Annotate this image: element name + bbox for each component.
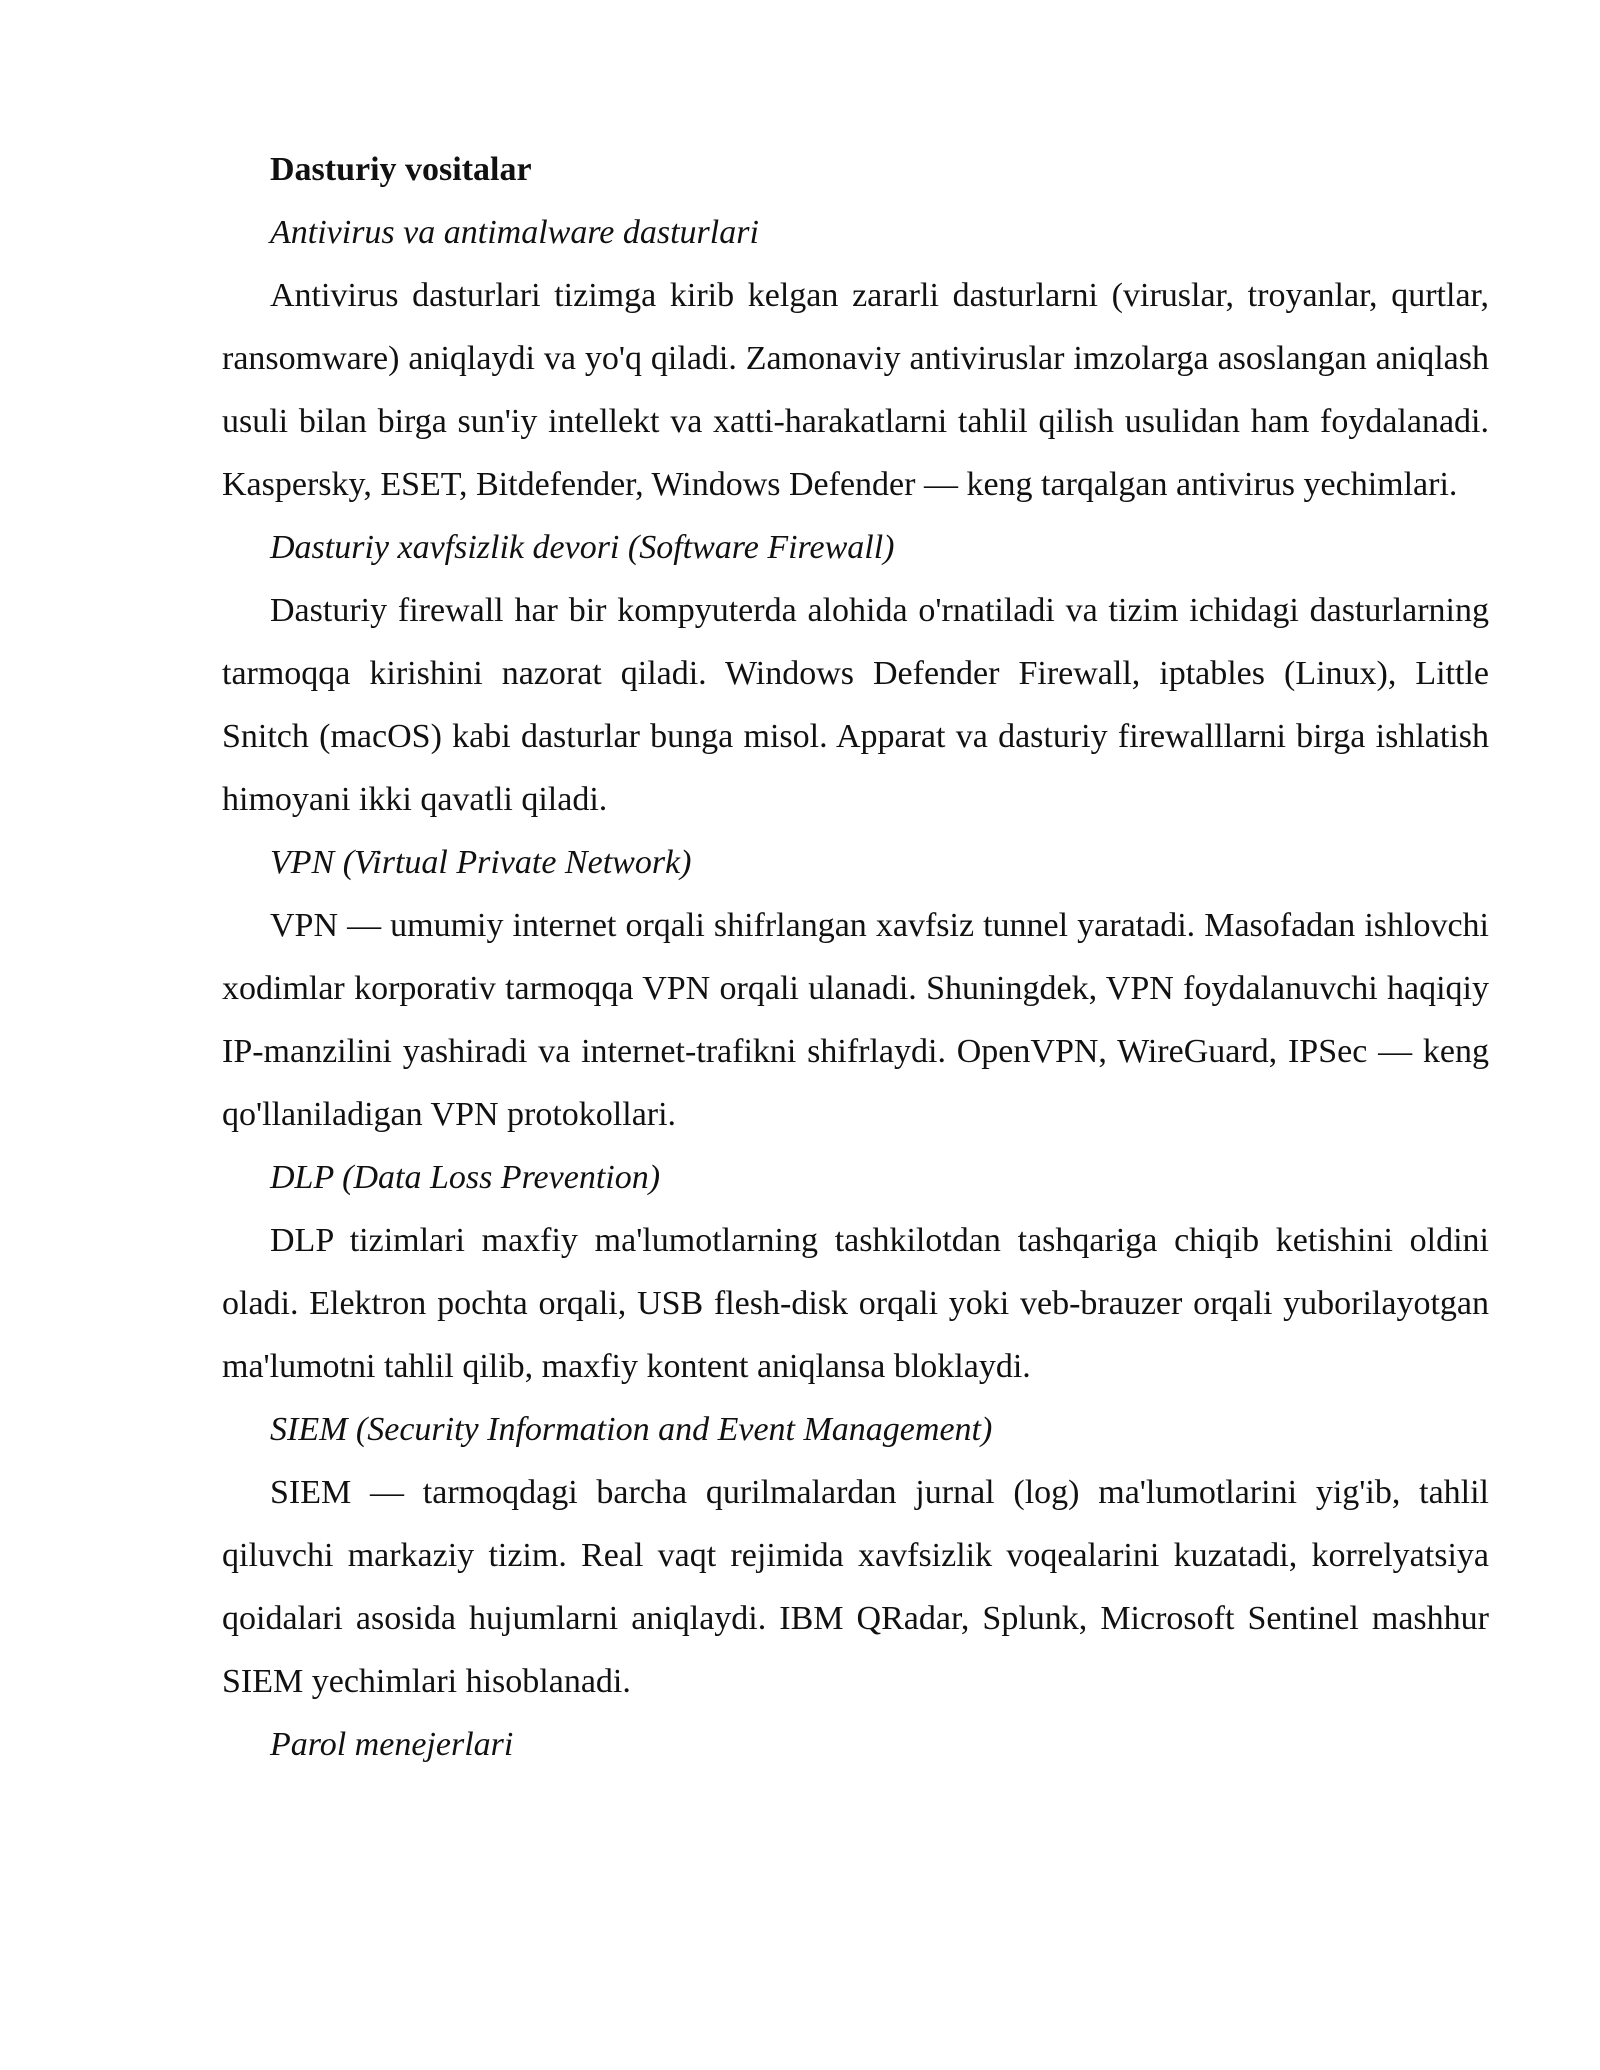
subsection-title-password-managers: Parol menejerlari bbox=[270, 1726, 514, 1763]
paragraph-vpn: VPN — umumiy internet orqali shifrlangan xavfsiz tunnel yaratadi. Masofadan ishlovchi xodimlar korporativ tarmoqqa VPN orqali ulanadi. Shuningdek, VPN foydalanuvchi haqiqiy IP-manzilini yashiradi va internet-trafikni shifrlaydi. OpenVPN, WireGuard, IPSec — keng qo'llaniladigan VPN protokollari. bbox=[222, 907, 1489, 1133]
document-body bbox=[222, 138, 1489, 1776]
paragraph-siem: SIEM — tarmoqdagi barcha qurilmalardan jurnal (log) ma'lumotlarini yig'ib, tahlil qiluvchi markaziy tizim. Real vaqt rejimida xavfsizlik voqealarini kuzatadi, korrelyatsiya qoidalari asosida hujumlarni aniqlaydi. IBM QRadar, Splunk, Microsoft Sentinel mashhur SIEM yechimlari hisoblanadi. bbox=[222, 1474, 1489, 1700]
subsection-title-vpn: VPN (Virtual Private Network) bbox=[270, 844, 692, 881]
paragraph-antivirus: Antivirus dasturlari tizimga kirib kelgan zararli dasturlarni (viruslar, troyanlar, qurtlar, ransomware) aniqlaydi va yo'q qiladi. Zamonaviy antiviruslar imzolarga asoslangan aniqlash usuli bilan birga sun'iy intellekt va xatti-harakatlarni tahlil qilish usulidan ham foydalanadi. Kaspersky, ESET, Bitdefender, Windows Defender — keng tarqalgan antivirus yechimlari. bbox=[222, 277, 1489, 503]
paragraph-software-firewall: Dasturiy firewall har bir kompyuterda alohida o'rnatiladi va tizim ichidagi dasturlarning tarmoqqa kirishini nazorat qiladi. Windows Defender Firewall, iptables (Linux), Little Snitch (macOS) kabi dasturlar bunga misol. Apparat va dasturiy firewalllarni birga ishlatish himoyani ikki qavatli qiladi. bbox=[222, 592, 1489, 818]
paragraph-dlp: DLP tizimlari maxfiy ma'lumotlarning tashkilotdan tashqariga chiqib ketishini oldini oladi. Elektron pochta orqali, USB flesh-disk orqali yoki veb-brauzer orqali yuborilayotgan ma'lumotni tahlil qilib, maxfiy kontent aniqlansa bloklaydi. bbox=[222, 1222, 1489, 1385]
subsection-title-antivirus: Antivirus va antimalware dasturlari bbox=[270, 214, 759, 251]
section-title: Dasturiy vositalar bbox=[270, 151, 532, 188]
subsection-title-software-firewall: Dasturiy xavfsizlik devori (Software Firewall) bbox=[270, 529, 895, 566]
subsection-title-dlp: DLP (Data Loss Prevention) bbox=[270, 1159, 661, 1196]
subsection-title-siem: SIEM (Security Information and Event Management) bbox=[270, 1411, 993, 1448]
